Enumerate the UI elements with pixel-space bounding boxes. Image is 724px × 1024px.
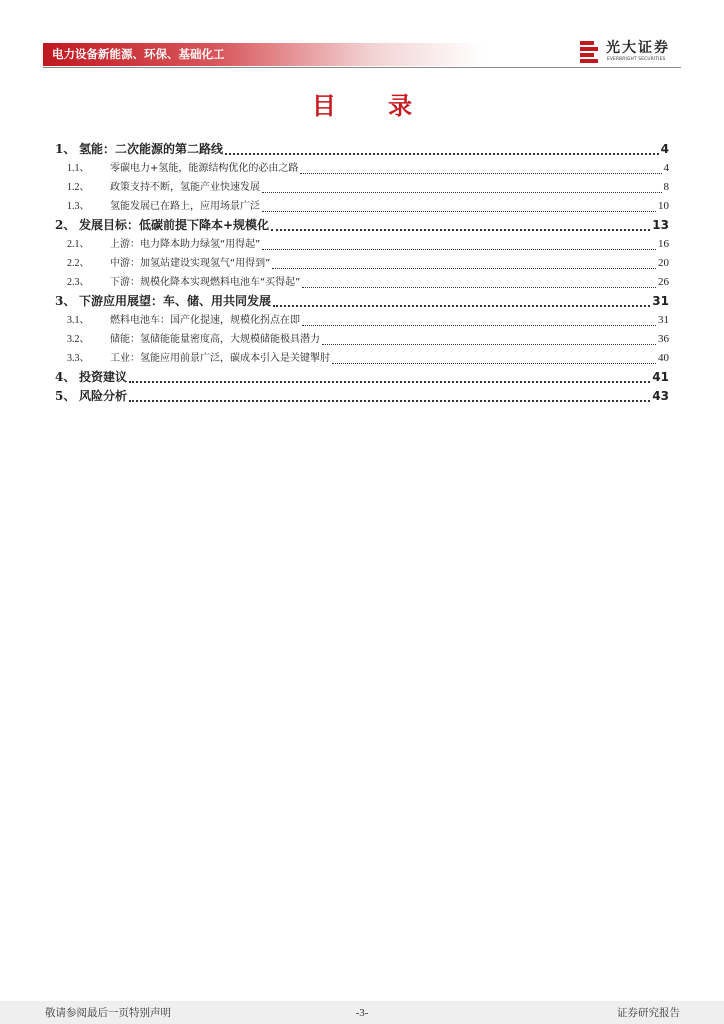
dot-leader [271, 228, 650, 231]
toc-entry-2-1[interactable] [55, 235, 669, 254]
toc-entry-1-3[interactable] [55, 197, 669, 216]
company-logo [578, 39, 684, 65]
toc-entry-title: 工业：氢能应用前景广泛，碳成本引入是关键掣肘 [110, 353, 330, 364]
toc-entry-title: 储能：氢储能能量密度高，大规模储能极具潜力 [110, 334, 320, 345]
dot-leader [302, 324, 656, 326]
toc-entry-number: 2.1、 [67, 239, 90, 250]
toc-entry-5[interactable] [55, 387, 669, 406]
dot-leader [262, 248, 656, 250]
dot-leader [129, 380, 650, 383]
toc-entry-number: 3、 [55, 294, 76, 308]
toc-entry-title: 氢能：二次能源的第二路线 [79, 142, 224, 156]
toc-entry-2-3[interactable] [55, 273, 669, 292]
table-of-contents [55, 140, 669, 406]
toc-entry-page: 36 [658, 333, 669, 345]
logo-icon [578, 39, 602, 65]
toc-entry-number: 3.2、 [67, 334, 90, 345]
toc-entry-number: 1、 [55, 142, 76, 156]
toc-entry-page: 26 [658, 276, 669, 288]
toc-entry-number: 2.3、 [67, 277, 90, 288]
toc-entry-number: 1.3、 [67, 201, 90, 212]
dot-leader [322, 343, 656, 345]
toc-entry-page: 4 [663, 162, 669, 174]
toc-entry-page: 4 [660, 142, 669, 156]
toc-entry-page: 10 [658, 200, 669, 212]
toc-entry-page: 13 [652, 218, 669, 232]
dot-leader [272, 267, 656, 269]
toc-entry-1-1[interactable] [55, 159, 669, 178]
dot-leader [262, 210, 656, 212]
toc-entry-1-2[interactable] [55, 178, 669, 197]
footer-page-number: -3- [355, 1007, 369, 1019]
header-divider [43, 67, 681, 68]
toc-entry-title: 投资建议 [79, 370, 128, 384]
toc-entry-page: 40 [658, 352, 669, 364]
dot-leader [332, 362, 656, 364]
logo-english-name: EVERBRIGHT SECURITIES [607, 57, 666, 62]
toc-entry-number: 2.2、 [67, 258, 90, 269]
toc-entry-number: 5、 [55, 389, 76, 403]
dot-leader [302, 286, 656, 288]
logo-name: 光大证券 [606, 40, 670, 56]
toc-entry-1[interactable] [55, 140, 669, 159]
toc-entry-number: 3.3、 [67, 353, 90, 364]
toc-entry-3-2[interactable] [55, 330, 669, 349]
toc-entry-2[interactable] [55, 216, 669, 235]
toc-entry-title: 燃料电池车：国产化提速，规模化拐点在即 [110, 315, 300, 326]
toc-entry-title: 发展目标：低碳前提下降本+规模化 [79, 218, 270, 232]
dot-leader [262, 191, 662, 193]
toc-entry-3[interactable] [55, 292, 669, 311]
header-category: 电力设备新能源、环保、基础化工 [52, 47, 225, 61]
toc-entry-number: 4、 [55, 370, 76, 384]
toc-entry-page: 20 [658, 257, 669, 269]
dot-leader [225, 152, 659, 155]
toc-entry-title: 上游：电力降本助力绿氢“用得起” [110, 239, 261, 250]
toc-entry-number: 3.1、 [67, 315, 90, 326]
toc-entry-title: 风险分析 [79, 389, 128, 403]
toc-entry-3-3[interactable] [55, 349, 669, 368]
dot-leader [273, 304, 650, 307]
toc-title: 目 录 [311, 91, 435, 120]
toc-entry-number: 1.1、 [67, 163, 90, 174]
toc-entry-page: 41 [652, 370, 669, 384]
dot-leader [129, 399, 650, 402]
toc-entry-page: 16 [658, 238, 669, 250]
toc-entry-title: 氢能发展已在路上，应用场景广泛 [110, 201, 260, 212]
footer-disclaimer: 敬请参阅最后一页特别声明 [45, 1007, 171, 1019]
toc-entry-page: 31 [658, 314, 669, 326]
toc-entry-title: 下游应用展望：车、储、用共同发展 [79, 294, 272, 308]
toc-entry-3-1[interactable] [55, 311, 669, 330]
toc-entry-title: 中游：加氢站建设实现氢气“用得到” [110, 258, 271, 269]
toc-entry-4[interactable] [55, 368, 669, 387]
toc-entry-title: 政策支持不断，氢能产业快速发展 [110, 182, 260, 193]
toc-entry-number: 1.2、 [67, 182, 90, 193]
toc-entry-number: 2、 [55, 218, 76, 232]
toc-entry-2-2[interactable] [55, 254, 669, 273]
toc-entry-page: 8 [663, 181, 669, 193]
toc-entry-page: 31 [652, 294, 669, 308]
toc-entry-page: 43 [652, 389, 669, 403]
toc-entry-title: 零碳电力+氢能，能源结构优化的必由之路 [110, 163, 299, 174]
footer-report-type: 证券研究报告 [617, 1007, 680, 1019]
dot-leader [300, 172, 661, 174]
toc-entry-title: 下游：规模化降本实现燃料电池车“买得起” [110, 277, 301, 288]
